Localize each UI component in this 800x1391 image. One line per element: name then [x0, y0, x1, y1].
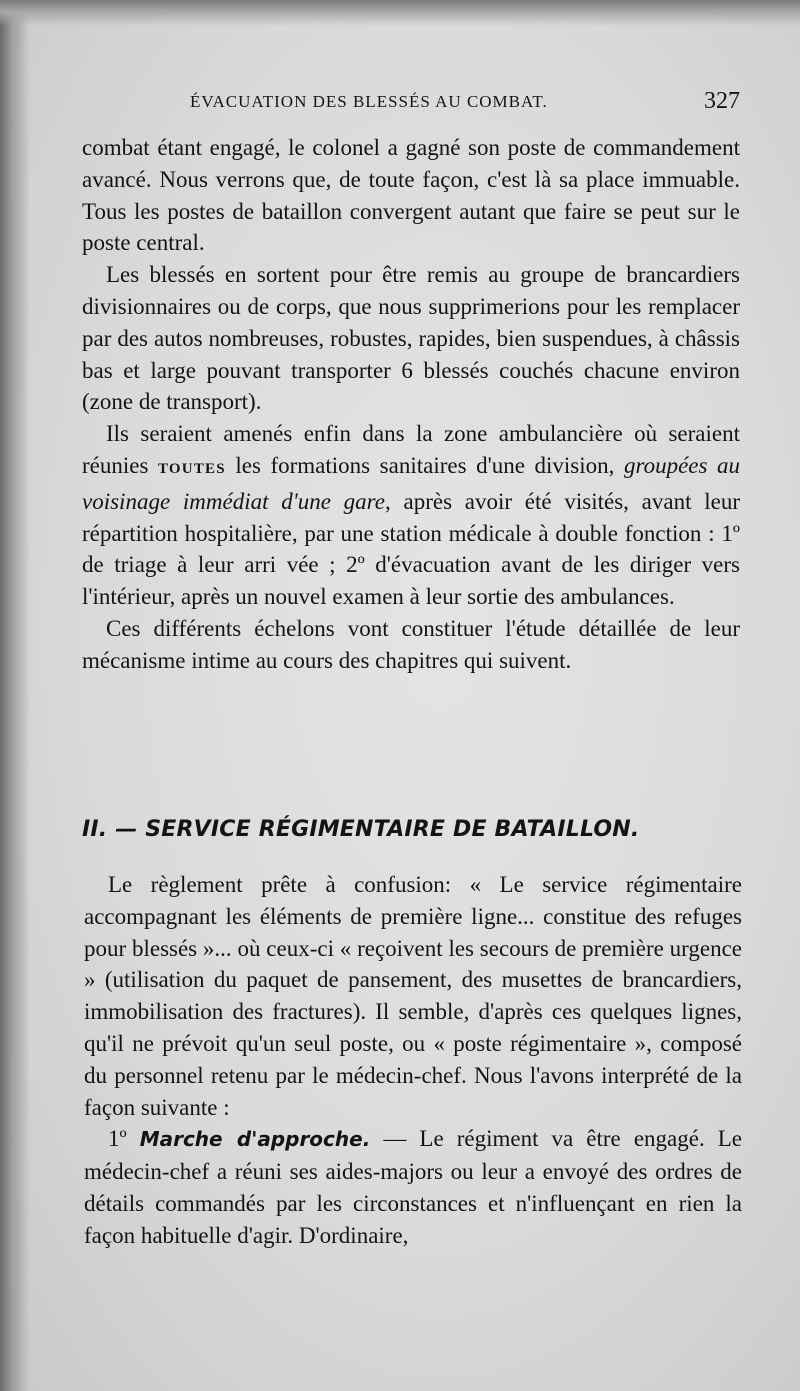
paragraph-4: Ces différents échelons vont constituer l'étude détaillée de leur mécanisme intime au cours des chapitres qui suivent. [82, 615, 740, 673]
spine-shadow [0, 0, 30, 1391]
running-title: ÉVACUATION DES BLESSÉS AU COMBAT. [190, 92, 548, 111]
paragraph-3-part1: Ils seraient amenés enfin dans la zone ambulancière où seraient réunies [82, 421, 740, 478]
paragraph-2: Les blessés en sortent pour être remis au groupe de brancardiers divisionnaires ou de corps, que nous supprimerions pour les remplacer par des autos nombreuses, robustes, rapides, bien suspendues, à châssis bas et large pouvant transporter 6 blessés couchés chacune environ (zone de transport). [82, 262, 740, 415]
section-heading: II. — SERVICE RÉGIMENTAIRE DE BATAILLON. [82, 817, 640, 842]
paragraph-5: Le règlement prête à confusion: « Le service régimentaire accompagnant les éléments de première ligne... constitue des refuges pour blessés »... où ceux-ci « reçoivent les secours de première urgence » (utilisation du paquet de pansement, des musettes de brancardiers, immobilisation des fractures). Il semble, d'après ces quelques lignes, qu'il ne prévoit qu'un seul poste, ou « poste régimentaire », composé du personnel retenu par le médecin-chef. Nous l'avons interprété de la façon suivante : [84, 872, 742, 1120]
paragraph-6-subhead: Marche d'approche. [139, 1127, 371, 1152]
paragraph-6-rest: — Le régiment va être engagé. Le médecin-chef a réuni ses aides-majors ou leur a envoyé des ordres de détails commandés par les circonstances et n'influençant en rien la façon habituelle d'agir. D'ordinaire, [84, 1126, 743, 1248]
page-number: 327 [704, 88, 740, 114]
paragraph-6-number: 1º [108, 1126, 140, 1152]
page-header [190, 88, 740, 122]
top-shadow [0, 0, 800, 26]
paragraph-3-smallcaps: TOUTES [157, 460, 226, 477]
text-block-top [82, 132, 740, 677]
paragraph-6 [84, 1123, 742, 1251]
paragraph-3 [82, 418, 740, 613]
text-block-bottom [84, 869, 742, 1252]
paragraph-1: combat étant engagé, le colonel a gagné son poste de commandement avancé. Nous verrons que, de toute façon, c'est là sa place immuable. Tous les postes de bataillon convergent autant que faire se peut sur le poste central. [82, 135, 740, 256]
paragraph-3-part2: les formations sanitaires d'une division, [225, 452, 624, 478]
paragraph-3-part3: , après avoir été visités, avant leur répartition hospitalière, par une station médicale à double fonction : 1º de triage à leur arri vée ; 2º d'évacuation avant de les diriger vers l'intérieur, après un nouvel examen à leur sortie des ambulances. [82, 488, 741, 610]
paragraph-3-italic: groupées au voisinage immédiat d'une gare [82, 452, 740, 514]
